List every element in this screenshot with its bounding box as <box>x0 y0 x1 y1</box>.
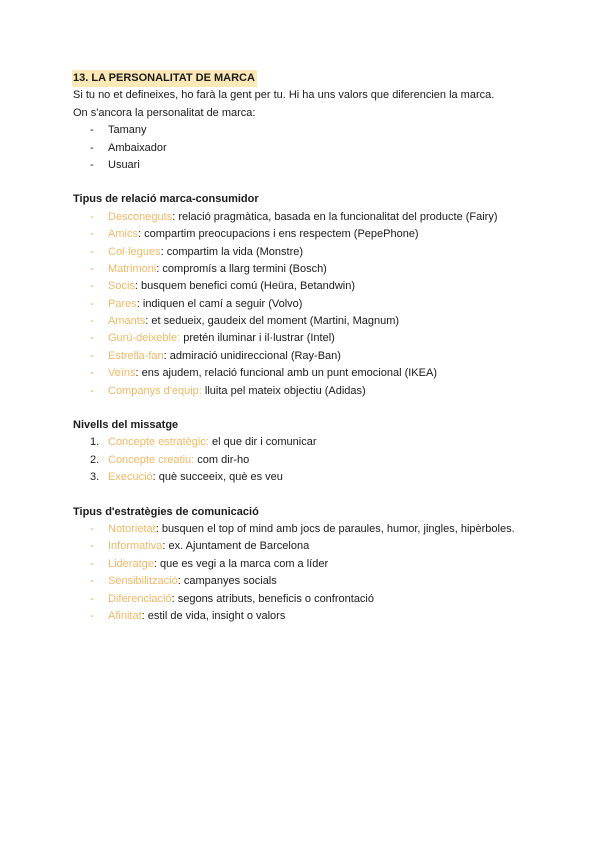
dash-marker: - <box>90 315 94 328</box>
list-item <box>73 261 553 278</box>
list-item <box>73 365 553 382</box>
term: Amants <box>108 315 146 328</box>
separator: : <box>160 245 164 258</box>
list-item-text: Ambaixador <box>108 141 167 154</box>
anchor-list <box>73 122 553 174</box>
list-item <box>73 140 553 157</box>
page-title: 13. LA PERSONALITAT DE MARCA <box>72 70 257 87</box>
description: campanyes socials <box>180 575 277 588</box>
relation-list <box>73 209 553 400</box>
separator: : <box>152 471 156 484</box>
intro-line: Si tu no et defineixes, ho farà la gent per tu. Hi ha uns valors que diferencien la marca. <box>73 89 495 102</box>
description: compartim preocupacions i ens respectem (PepePhone) <box>141 228 419 241</box>
description: com dir-ho <box>194 453 250 466</box>
list-item <box>73 348 553 365</box>
dash-marker: - <box>90 228 94 241</box>
term: Concepte estratègic <box>108 436 206 449</box>
term: Lideratge <box>108 557 154 570</box>
dash-marker: - <box>90 141 94 154</box>
term: Col·legues <box>108 245 161 258</box>
number-marker: 2. <box>90 453 100 466</box>
term: Matrimoni <box>108 262 157 275</box>
list-item <box>73 244 553 261</box>
description: segons atributs, beneficis o confrontació <box>174 592 374 605</box>
intro-line: On s'ancora la personalitat de marca: <box>73 106 256 119</box>
number-marker: 1. <box>90 436 100 449</box>
description: el que dir i comunicar <box>208 436 317 449</box>
separator: : <box>171 592 175 605</box>
levels-list <box>73 434 553 486</box>
dash-marker: - <box>90 557 94 570</box>
list-item <box>73 296 553 313</box>
dash-marker: - <box>90 124 94 137</box>
term: Afinitat <box>108 609 142 622</box>
term: Amics <box>108 228 138 241</box>
dash-marker: - <box>90 332 94 345</box>
number-marker: 3. <box>90 471 100 484</box>
dash-marker: - <box>90 262 94 275</box>
list-item <box>73 452 553 469</box>
dash-marker: - <box>90 367 94 380</box>
separator: : <box>198 384 202 397</box>
title-line <box>73 70 553 87</box>
separator: : <box>141 609 145 622</box>
description: busquen el top of mind amb jocs de paraules, humor, jingles, hipèrboles. <box>158 522 515 535</box>
dash-marker: - <box>90 384 94 397</box>
dash-marker: - <box>90 609 94 622</box>
list-item <box>73 209 553 226</box>
separator: : <box>156 262 160 275</box>
list-item <box>73 591 553 608</box>
list-item <box>73 434 553 451</box>
section-heading: Tipus d'estratègies de comunicació <box>73 505 259 518</box>
separator: : <box>172 210 176 223</box>
description: compartim la vida (Monstre) <box>163 245 304 258</box>
separator: : <box>163 349 167 362</box>
dash-marker: - <box>90 158 94 171</box>
description: busquem benefici comú (Heüra, Betandwin) <box>137 280 356 293</box>
term: Desconeguts <box>108 210 173 223</box>
separator: : <box>134 280 138 293</box>
separator: : <box>135 367 139 380</box>
section-heading: Nivells del missatge <box>73 419 179 432</box>
description: ex. Ajuntament de Barcelona <box>165 540 310 553</box>
separator: : <box>145 315 149 328</box>
separator: : <box>155 522 159 535</box>
list-item <box>73 556 553 573</box>
separator: : <box>205 436 209 449</box>
list-item <box>73 469 553 486</box>
dash-marker: - <box>90 592 94 605</box>
term: Execució <box>108 471 153 484</box>
term: Diferenciació <box>108 592 172 605</box>
list-item <box>73 226 553 243</box>
term: Estrella-fan <box>108 349 164 362</box>
separator: : <box>177 575 181 588</box>
separator: : <box>153 557 157 570</box>
list-item <box>73 608 553 625</box>
term: Gurú-deixeble <box>108 332 178 345</box>
description: compromís a llarg termini (Bosch) <box>159 262 327 275</box>
dash-marker: - <box>90 245 94 258</box>
list-item <box>73 383 553 400</box>
section-heading: Tipus de relació marca-consumidor <box>73 193 259 206</box>
description: admiració unidireccional (Ray-Ban) <box>166 349 341 362</box>
description: et sedueix, gaudeix del moment (Martini, Magnum) <box>148 315 400 328</box>
description: indiquen el camí a seguir (Volvo) <box>139 297 303 310</box>
dash-marker: - <box>90 210 94 223</box>
term: Companys d'equip <box>108 384 199 397</box>
dash-marker: - <box>90 575 94 588</box>
description: estil de vida, insight o valors <box>144 609 286 622</box>
term: Informativa <box>108 540 163 553</box>
list-item <box>73 313 553 330</box>
separator: : <box>136 297 140 310</box>
list-item <box>73 278 553 295</box>
dash-marker: - <box>90 540 94 553</box>
description: ens ajudem, relació funcional amb un punt emocional (IKEA) <box>138 367 437 380</box>
separator: : <box>177 332 181 345</box>
separator: : <box>191 453 195 466</box>
description: què succeeix, què es veu <box>155 471 283 484</box>
term: Notorietat <box>108 522 156 535</box>
list-item <box>73 157 553 174</box>
dash-marker: - <box>90 280 94 293</box>
description: relació pragmàtica, basada en la funcionalitat del producte (Fairy) <box>175 210 498 223</box>
term: Concepte creatiu <box>108 453 192 466</box>
list-item <box>73 538 553 555</box>
strategies-list <box>73 521 553 625</box>
list-item <box>73 573 553 590</box>
term: Pares <box>108 297 137 310</box>
description: pretén iluminar i il·lustrar (Intel) <box>180 332 335 345</box>
term: Sensibilització <box>108 575 178 588</box>
list-item-text: Usuari <box>108 158 140 171</box>
separator: : <box>137 228 142 241</box>
separator: : <box>162 540 166 553</box>
term: Veïns <box>108 367 136 380</box>
term: Socis <box>108 280 135 293</box>
list-item <box>73 521 553 538</box>
list-item-text: Tamany <box>108 124 147 137</box>
description: lluita pel mateix objectiu (Adidas) <box>201 384 366 397</box>
description: que es vegi a la marca com a líder <box>156 557 329 570</box>
dash-marker: - <box>90 522 94 535</box>
list-item <box>73 330 553 347</box>
list-item <box>73 122 553 139</box>
dash-marker: - <box>90 297 94 310</box>
dash-marker: - <box>90 349 94 362</box>
document-page <box>73 70 553 625</box>
